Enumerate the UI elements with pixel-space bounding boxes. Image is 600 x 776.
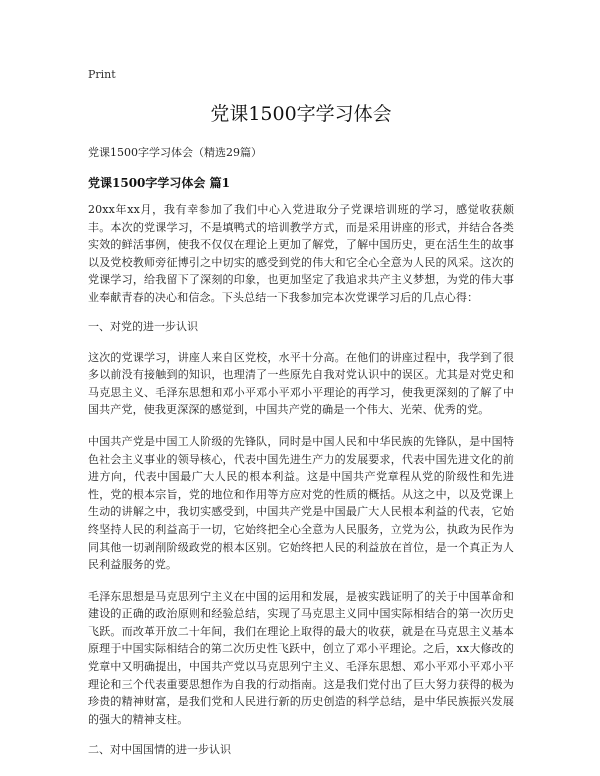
print-label: Print: [88, 68, 116, 81]
section-heading: 党课1500字学习体会 篇1: [88, 176, 230, 190]
paragraph-mao-thought: 毛泽东思想是马克思列宁主义在中国的运用和发展，是被实践证明了的关于中国革命和建设的正确的政治原则和经验总结，实现了马克思主义同中国实际相结合的第一次历史飞跃。而改革开放二十年间，我们在理论上取得的最大的收获，就是在马克思主义基本原理于中国实际相结合的第二次历史性飞跃中，创立了邓小平理论。之后，xx大修改的党章中又明确提出，中国共产党以马克思列宁主义、毛泽东思想、邓小平邓小平邓小平理论和三个代表重要思想作为自我的行动指南。这是我们党付出了巨大努力获得的极为珍贵的精神财富，是我们党和人民进行新的历史创造的科学总结，是中华民族振兴发展的强大的精神支柱。: [88, 589, 514, 726]
sub-heading-national-conditions: 二、对中国国情的进一步认识: [88, 743, 231, 757]
sub-heading-party: 一、对党的进一步认识: [88, 319, 198, 333]
paragraph-intro: 20xx年xx月，我有幸参加了我们中心入党进取分子党课培训班的学习，感觉收获颇丰。本次的党课学习，不是填鸭式的培训教学方式，而是采用讲座的形式，并结合各类实效的鲜活事例，使我不仅仅在理论上更加了解党，了解中国历史，更在活生生的故事以及党校教师旁征博引之中切实的感受到党的伟大和它全心全意为人民的风采。这次的党课学习，给我留下了深刻的印象，也更加坚定了我追求共产主义梦想，为党的伟大事业奉献青春的决心和信念。下头总结一下我参加完本次党课学习后的几点心得：: [88, 203, 514, 304]
document-title: 党课1500字学习体会: [210, 103, 392, 125]
document-subtitle: 党课1500字学习体会（精选29篇）: [88, 146, 262, 159]
paragraph-party-nature: 中国共产党是中国工人阶级的先锋队，同时是中国人民和中华民族的先锋队，是中国特色社会主义事业的领导核心，代表中国先进生产力的发展要求，代表中国先进文化的前进方向，代表中国最广大人民的根本利益。这是中国共产党章程从党的阶级性和先进性，党的根本宗旨，党的地位和作用等方应对党的性质的概括。从这之中，以及党课上生动的讲解之中，我切实感受到，中国共产党是中国最广大人民根本利益的代表，它始终坚持人民的利益高于一切，它始终把全心全意为人民服务，立党为公，执政为民作为同其他一切剥削阶级政党的根本区别。它始终把人民的利益放在首位，是一个真正为人民利益服务的党。: [88, 434, 514, 572]
paragraph-party-study: 这次的党课学习，讲座人来自区党校，水平十分高。在他们的讲座过程中，我学到了很多以前没有接触到的知识，也理清了一些原先自我对党认识中的误区。尤其是对党史和马克思主义、毛泽东思想和邓小平邓小平邓小平理论的再学习，使我更深刻的了解了中国共产党，使我更深深的感觉到，中国共产党的确是一个伟大、光荣、优秀的党。: [88, 350, 514, 417]
